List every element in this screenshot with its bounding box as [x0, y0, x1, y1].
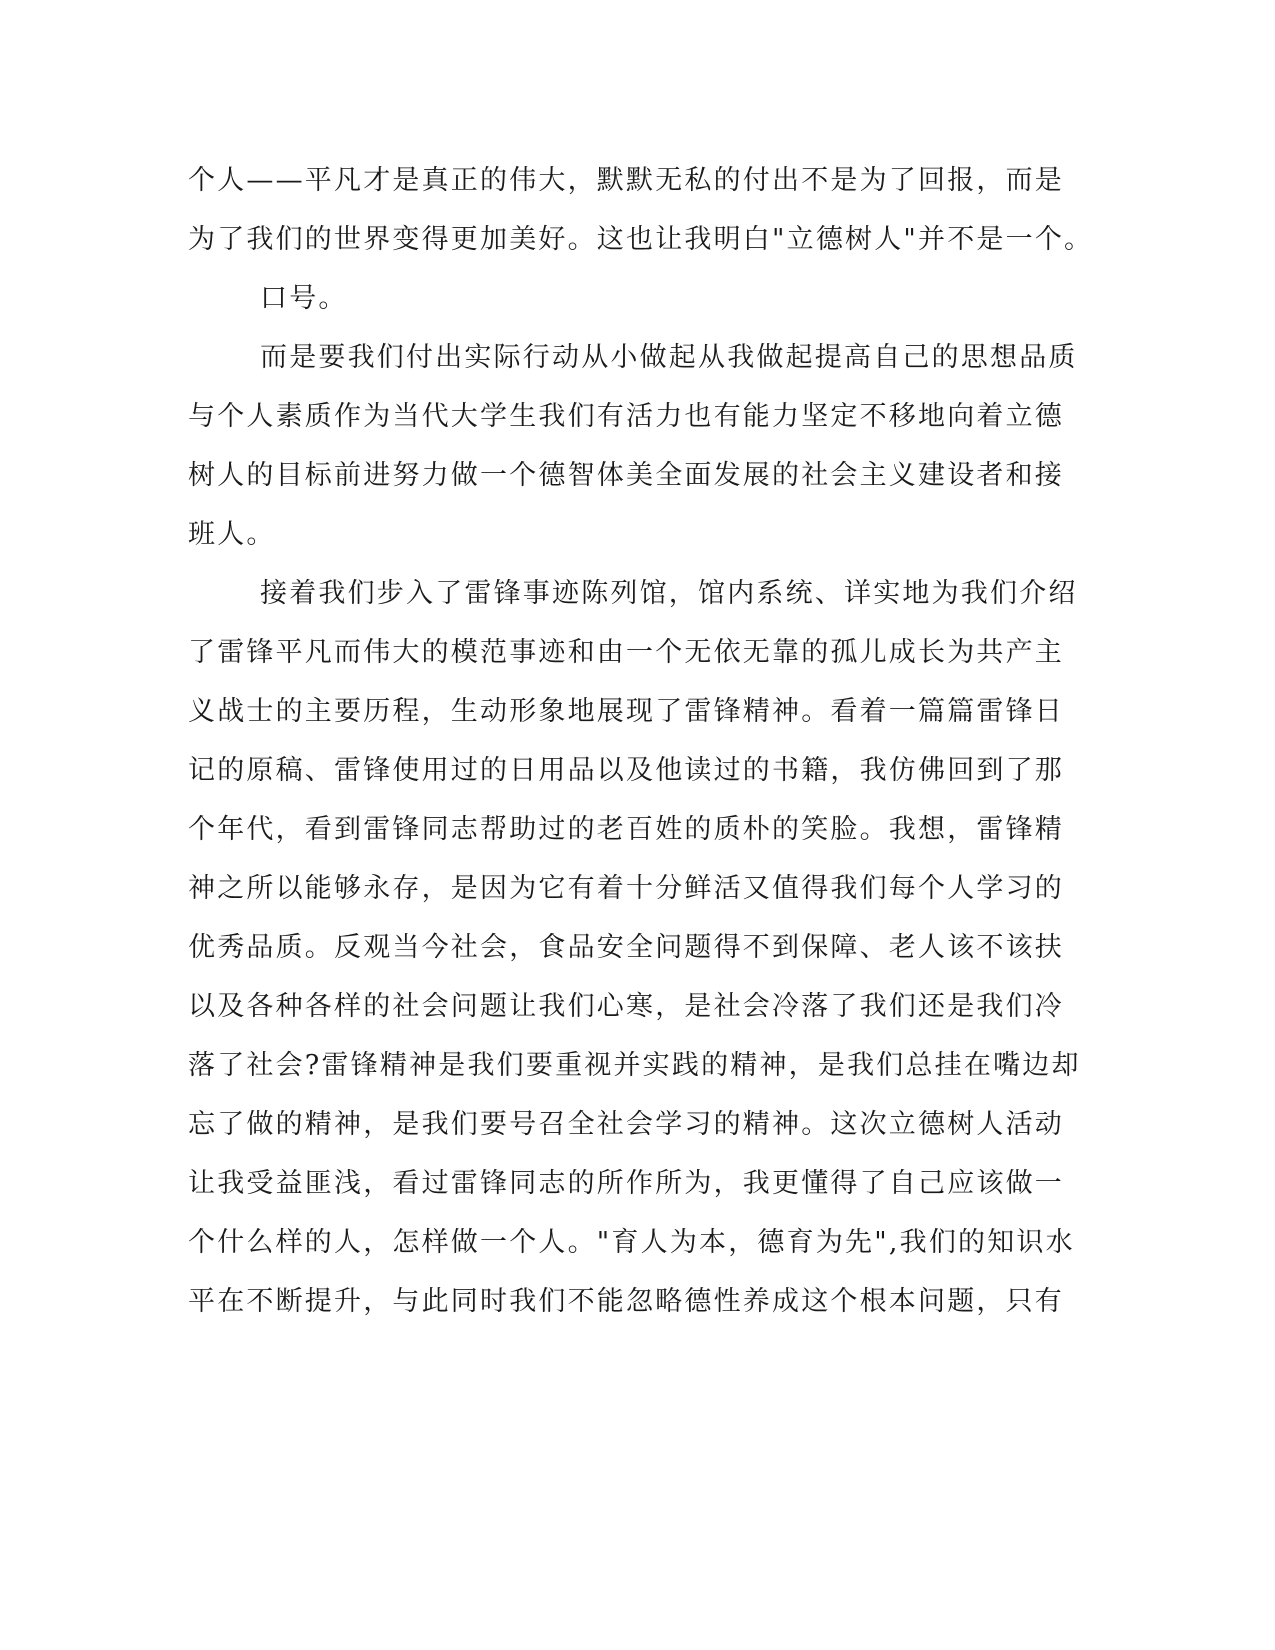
text-line: 个人——平凡才是真正的伟大，默默无私的付出不是为了回报，而是: [188, 165, 1064, 196]
text-line: 落了社会?雷锋精神是我们要重视并实践的精神，是我们总挂在嘴边却: [188, 1050, 1081, 1081]
text-line: 个什么样的人，怎样做一个人。"育人为本，德育为先",我们的知识水: [188, 1227, 1075, 1258]
text-line: 神之所以能够永存，是因为它有着十分鲜活又值得我们每个人学习的: [188, 873, 1064, 904]
text-line: 班人。: [188, 519, 276, 550]
text-line: 优秀品质。反观当今社会，食品安全问题得不到保障、老人该不该扶: [188, 932, 1064, 963]
text-line: 以及各种各样的社会问题让我们心寒，是社会冷落了我们还是我们冷: [188, 991, 1064, 1022]
text-line: 了雷锋平凡而伟大的模范事迹和由一个无依无靠的孤儿成长为共产主: [188, 637, 1064, 668]
text-line: 与个人素质作为当代大学生我们有活力也有能力坚定不移地向着立德: [188, 401, 1064, 432]
text-line: 义战士的主要历程，生动形象地展现了雷锋精神。看着一篇篇雷锋日: [188, 696, 1064, 727]
text-line: 口号。: [260, 283, 348, 314]
text-line: 个年代，看到雷锋同志帮助过的老百姓的质朴的笑脸。我想，雷锋精: [188, 814, 1064, 845]
text-line: 记的原稿、雷锋使用过的日用品以及他读过的书籍，我仿佛回到了那: [188, 755, 1064, 786]
text-line: 让我受益匪浅，看过雷锋同志的所作所为，我更懂得了自己应该做一: [188, 1168, 1064, 1199]
text-line: 忘了做的精神，是我们要号召全社会学习的精神。这次立德树人活动: [188, 1109, 1064, 1140]
text-line: 平在不断提升，与此同时我们不能忽略德性养成这个根本问题，只有: [188, 1286, 1064, 1317]
paragraph-start: 而是要我们付出实际行动从小做起从我做起提高自己的思想品质: [260, 342, 1078, 373]
text-line: 树人的目标前进努力做一个德智体美全面发展的社会主义建设者和接: [188, 460, 1064, 491]
text-line: 为了我们的世界变得更加美好。这也让我明白"立德树人"并不是一个。: [188, 224, 1094, 255]
paragraph-start: 接着我们步入了雷锋事迹陈列馆，馆内系统、详实地为我们介绍: [260, 578, 1078, 609]
